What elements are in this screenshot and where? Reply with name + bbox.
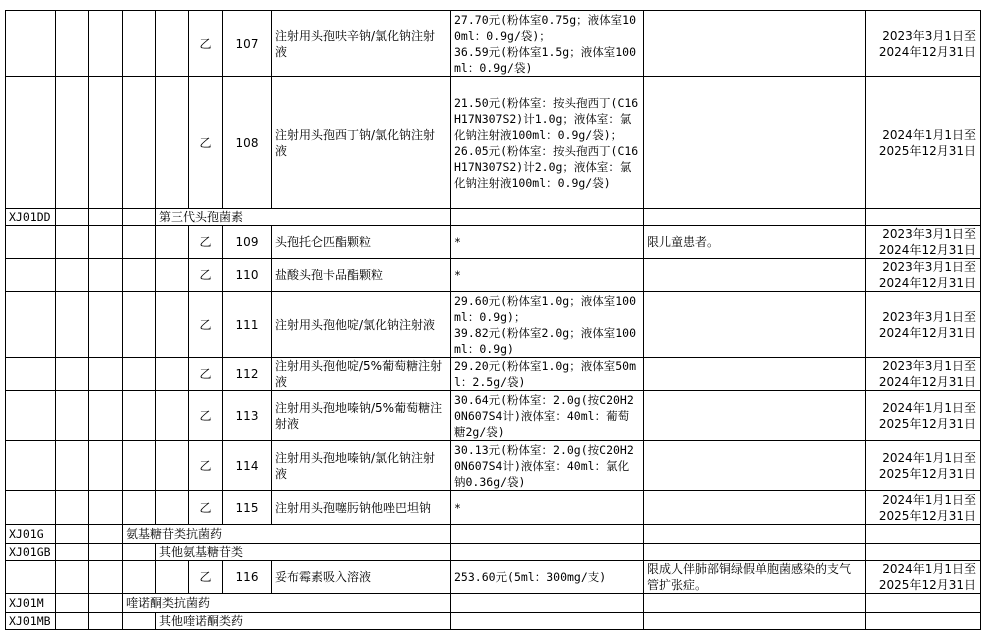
- empty-cell: [56, 441, 89, 491]
- empty-cell: [156, 292, 189, 358]
- empty-cell: [123, 391, 156, 441]
- drug-row: [6, 11, 981, 77]
- restriction-cell: [644, 391, 866, 441]
- empty-cell: [56, 544, 89, 561]
- empty-cell: [89, 226, 123, 259]
- empty-cell: [123, 11, 156, 77]
- empty-cell: [89, 292, 123, 358]
- category-label-cell: 氨基糖苷类抗菌药: [123, 525, 451, 544]
- drug-class-cell: 乙: [189, 491, 223, 525]
- drug-name-cell: 注射用头孢地嗪钠/5%葡萄糖注射液: [272, 391, 451, 441]
- empty-cell: [156, 11, 189, 77]
- empty-cell: [89, 441, 123, 491]
- validity-period-cell: 2023年3月1日至 2024年12月31日: [866, 226, 981, 259]
- category-code-cell: XJ01DD: [6, 209, 56, 226]
- empty-cell: [89, 77, 123, 209]
- drug-name-cell: 注射用头孢呋辛钠/氯化钠注射液: [272, 11, 451, 77]
- empty-cell: [56, 292, 89, 358]
- drug-number-cell: 111: [223, 292, 272, 358]
- drug-name-cell: 妥布霉素吸入溶液: [272, 561, 451, 594]
- category-row: [6, 544, 981, 561]
- category-row: [6, 594, 981, 613]
- empty-cell: [89, 209, 123, 226]
- empty-cell: [6, 11, 56, 77]
- price-cell: *: [451, 491, 644, 525]
- empty-cell: [451, 209, 644, 226]
- empty-cell: [6, 226, 56, 259]
- empty-cell: [644, 525, 866, 544]
- empty-cell: [89, 391, 123, 441]
- price-cell: 253.60元(5ml：300mg/支): [451, 561, 644, 594]
- empty-cell: [6, 292, 56, 358]
- drug-number-cell: 116: [223, 561, 272, 594]
- empty-cell: [123, 561, 156, 594]
- empty-cell: [866, 209, 981, 226]
- category-code-cell: XJ01G: [6, 525, 56, 544]
- empty-cell: [123, 491, 156, 525]
- empty-cell: [866, 613, 981, 630]
- empty-cell: [56, 594, 89, 613]
- price-cell: 29.60元(粉体室1.0g；液体室100ml：0.9g)； 39.82元(粉体室2.0g；液体室100ml：0.9g): [451, 292, 644, 358]
- drug-class-cell: 乙: [189, 259, 223, 292]
- empty-cell: [451, 613, 644, 630]
- category-code-cell: XJ01MB: [6, 613, 56, 630]
- restriction-cell: [644, 77, 866, 209]
- empty-cell: [156, 441, 189, 491]
- empty-cell: [644, 209, 866, 226]
- drug-name-cell: 盐酸头孢卡品酯颗粒: [272, 259, 451, 292]
- validity-period-cell: 2024年1月1日至 2025年12月31日: [866, 491, 981, 525]
- drug-row: [6, 391, 981, 441]
- empty-cell: [56, 11, 89, 77]
- empty-cell: [156, 259, 189, 292]
- empty-cell: [56, 259, 89, 292]
- validity-period-cell: 2023年3月1日至 2024年12月31日: [866, 358, 981, 391]
- empty-cell: [156, 561, 189, 594]
- empty-cell: [56, 358, 89, 391]
- category-row: [6, 613, 981, 630]
- empty-cell: [89, 525, 123, 544]
- drug-class-cell: 乙: [189, 358, 223, 391]
- empty-cell: [6, 441, 56, 491]
- empty-cell: [56, 77, 89, 209]
- category-code-cell: XJ01GB: [6, 544, 56, 561]
- validity-period-cell: 2024年1月1日至 2025年12月31日: [866, 391, 981, 441]
- empty-cell: [156, 491, 189, 525]
- drug-class-cell: 乙: [189, 391, 223, 441]
- price-cell: 27.70元(粉体室0.75g；液体室100ml：0.9g/袋)； 36.59元(粉体室1.5g；液体室100ml：0.9g/袋): [451, 11, 644, 77]
- drug-number-cell: 110: [223, 259, 272, 292]
- drug-name-cell: 头孢托仑匹酯颗粒: [272, 226, 451, 259]
- empty-cell: [56, 226, 89, 259]
- empty-cell: [56, 525, 89, 544]
- drug-name-cell: 注射用头孢他啶/氯化钠注射液: [272, 292, 451, 358]
- drug-row: [6, 561, 981, 594]
- drug-name-cell: 注射用头孢地嗪钠/氯化钠注射液: [272, 441, 451, 491]
- validity-period-cell: 2024年1月1日至 2025年12月31日: [866, 561, 981, 594]
- empty-cell: [123, 209, 156, 226]
- drug-name-cell: 注射用头孢噻肟钠他唑巴坦钠: [272, 491, 451, 525]
- price-cell: 29.20元(粉体室1.0g；液体室50ml：2.5g/袋): [451, 358, 644, 391]
- empty-cell: [866, 594, 981, 613]
- category-label-cell: 其他喹诺酮类药: [156, 613, 451, 630]
- empty-cell: [6, 259, 56, 292]
- empty-cell: [156, 226, 189, 259]
- empty-cell: [6, 491, 56, 525]
- empty-cell: [6, 391, 56, 441]
- empty-cell: [56, 613, 89, 630]
- drug-name-cell: 注射用头孢他啶/5%葡萄糖注射液: [272, 358, 451, 391]
- drug-class-cell: 乙: [189, 226, 223, 259]
- empty-cell: [123, 292, 156, 358]
- drug-name-cell: 注射用头孢西丁钠/氯化钠注射液: [272, 77, 451, 209]
- empty-cell: [644, 613, 866, 630]
- drug-number-cell: 115: [223, 491, 272, 525]
- drug-class-cell: 乙: [189, 292, 223, 358]
- empty-cell: [6, 77, 56, 209]
- empty-cell: [123, 226, 156, 259]
- drug-number-cell: 109: [223, 226, 272, 259]
- empty-cell: [451, 544, 644, 561]
- drug-number-cell: 113: [223, 391, 272, 441]
- restriction-cell: [644, 292, 866, 358]
- empty-cell: [56, 561, 89, 594]
- validity-period-cell: 2023年3月1日至 2024年12月31日: [866, 11, 981, 77]
- empty-cell: [451, 594, 644, 613]
- empty-cell: [451, 525, 644, 544]
- price-cell: *: [451, 226, 644, 259]
- price-cell: 30.13元(粉体室：2.0g(按C20H20N607S4计)液体室：40ml：氯化钠0.36g/袋): [451, 441, 644, 491]
- drug-row: [6, 292, 981, 358]
- drug-row: [6, 491, 981, 525]
- empty-cell: [123, 259, 156, 292]
- empty-cell: [89, 491, 123, 525]
- drug-number-cell: 112: [223, 358, 272, 391]
- restriction-cell: [644, 491, 866, 525]
- empty-cell: [123, 441, 156, 491]
- category-label-cell: 其他氨基糖苷类: [156, 544, 451, 561]
- empty-cell: [6, 358, 56, 391]
- empty-cell: [56, 209, 89, 226]
- drug-class-cell: 乙: [189, 77, 223, 209]
- empty-cell: [89, 11, 123, 77]
- restriction-cell: [644, 441, 866, 491]
- drug-class-cell: 乙: [189, 441, 223, 491]
- validity-period-cell: 2024年1月1日至 2025年12月31日: [866, 77, 981, 209]
- empty-cell: [866, 525, 981, 544]
- price-cell: 21.50元(粉体室：按头孢西丁(C16H17N307S2)计1.0g；液体室：氯化钠注射液100ml：0.9g/袋)； 26.05元(粉体室：按头孢西丁(C16H17N307S2)计2.0g；液体室：氯化钠注射液100ml：0.9g/袋): [451, 77, 644, 209]
- drug-number-cell: 108: [223, 77, 272, 209]
- empty-cell: [156, 358, 189, 391]
- empty-cell: [123, 77, 156, 209]
- category-label-cell: 喹诺酮类抗菌药: [123, 594, 451, 613]
- drug-class-cell: 乙: [189, 561, 223, 594]
- drug-row: [6, 77, 981, 209]
- empty-cell: [123, 544, 156, 561]
- restriction-cell: [644, 259, 866, 292]
- empty-cell: [89, 358, 123, 391]
- validity-period-cell: 2023年3月1日至 2024年12月31日: [866, 259, 981, 292]
- empty-cell: [156, 391, 189, 441]
- drug-number-cell: 107: [223, 11, 272, 77]
- empty-cell: [89, 544, 123, 561]
- restriction-cell: [644, 11, 866, 77]
- empty-cell: [156, 77, 189, 209]
- drug-row: [6, 259, 981, 292]
- restriction-cell: 限儿童患者。: [644, 226, 866, 259]
- drug-number-cell: 114: [223, 441, 272, 491]
- price-cell: *: [451, 259, 644, 292]
- empty-cell: [89, 613, 123, 630]
- restriction-cell: 限成人伴肺部铜绿假单胞菌感染的支气管扩张症。: [644, 561, 866, 594]
- validity-period-cell: 2023年3月1日至 2024年12月31日: [866, 292, 981, 358]
- empty-cell: [866, 544, 981, 561]
- empty-cell: [644, 544, 866, 561]
- drug-row: [6, 441, 981, 491]
- restriction-cell: [644, 358, 866, 391]
- empty-cell: [56, 491, 89, 525]
- empty-cell: [644, 594, 866, 613]
- drug-row: [6, 226, 981, 259]
- empty-cell: [123, 358, 156, 391]
- empty-cell: [89, 561, 123, 594]
- category-label-cell: 第三代头孢菌素: [156, 209, 451, 226]
- empty-cell: [123, 613, 156, 630]
- price-cell: 30.64元(粉体室：2.0g(按C20H20N607S4计)液体室：40ml：葡萄糖2g/袋): [451, 391, 644, 441]
- category-code-cell: XJ01M: [6, 594, 56, 613]
- empty-cell: [6, 561, 56, 594]
- drug-catalog-table: [5, 10, 981, 630]
- empty-cell: [89, 259, 123, 292]
- validity-period-cell: 2024年1月1日至 2025年12月31日: [866, 441, 981, 491]
- category-row: [6, 525, 981, 544]
- drug-row: [6, 358, 981, 391]
- category-row: [6, 209, 981, 226]
- empty-cell: [89, 594, 123, 613]
- empty-cell: [56, 391, 89, 441]
- drug-class-cell: 乙: [189, 11, 223, 77]
